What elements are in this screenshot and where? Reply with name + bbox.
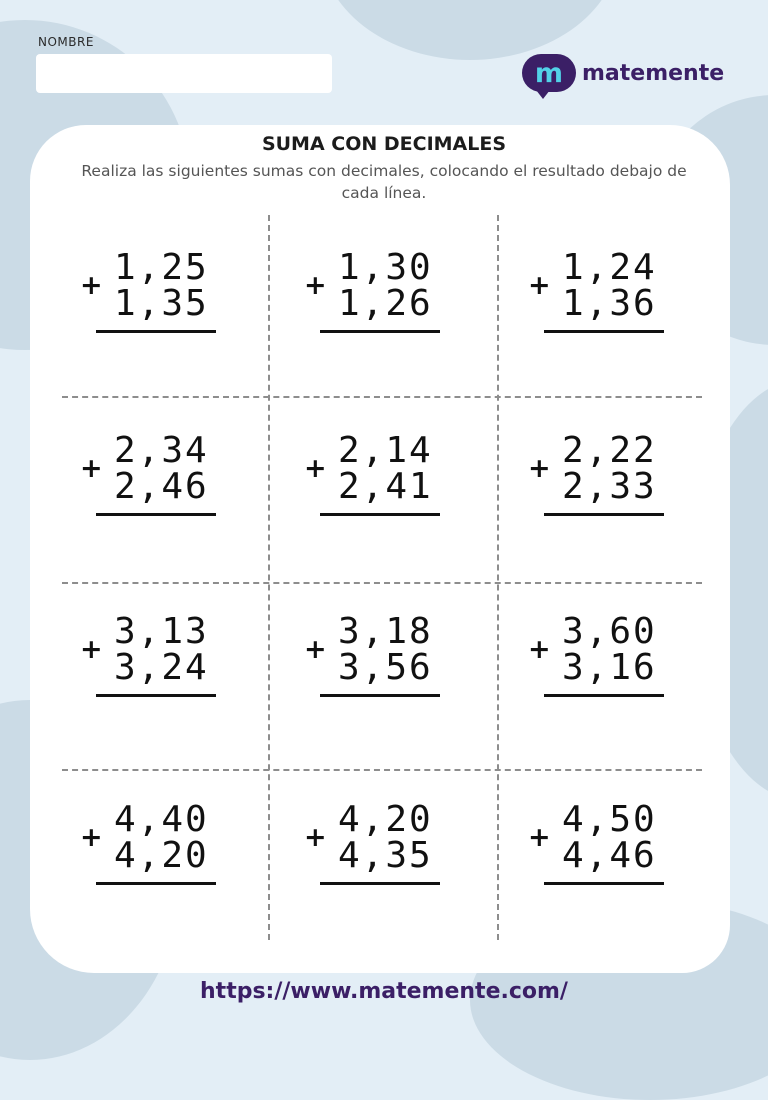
plus-sign: + bbox=[304, 822, 327, 853]
addend-top: 4,40 bbox=[114, 799, 209, 840]
addend-top: 2,34 bbox=[114, 430, 209, 471]
answer-line[interactable] bbox=[544, 694, 664, 697]
addition-problem bbox=[528, 247, 688, 340]
addend-top: 4,20 bbox=[338, 799, 433, 840]
plus-sign: + bbox=[528, 453, 551, 484]
plus-sign: + bbox=[528, 822, 551, 853]
addend-bottom: 2,33 bbox=[562, 466, 657, 507]
addend-top: 4,50 bbox=[562, 799, 657, 840]
worksheet-instructions: Realiza las siguientes sumas con decimales, colocando el resultado debajo de cada línea. bbox=[81, 162, 687, 202]
addition-problem bbox=[80, 430, 240, 523]
name-label: NOMBRE bbox=[38, 35, 94, 49]
addend-top: 1,30 bbox=[338, 247, 433, 288]
answer-line[interactable] bbox=[544, 330, 664, 333]
addend-bottom: 4,35 bbox=[338, 835, 433, 876]
answer-line[interactable] bbox=[96, 694, 216, 697]
name-field[interactable] bbox=[36, 54, 332, 93]
addition-problem bbox=[80, 799, 240, 892]
answer-line[interactable] bbox=[96, 513, 216, 516]
logo-speech-bubble-icon bbox=[522, 54, 576, 92]
addend-bottom: 4,20 bbox=[114, 835, 209, 876]
row-divider bbox=[62, 769, 702, 771]
addend-top: 1,25 bbox=[114, 247, 209, 288]
worksheet-title: SUMA CON DECIMALES bbox=[261, 133, 507, 155]
plus-sign: + bbox=[304, 634, 327, 665]
plus-sign: + bbox=[528, 270, 551, 301]
addition-problem bbox=[528, 430, 688, 523]
answer-line[interactable] bbox=[320, 694, 440, 697]
answer-line[interactable] bbox=[96, 882, 216, 885]
column-divider bbox=[497, 215, 499, 940]
addition-problem bbox=[304, 799, 464, 892]
addend-bottom: 1,35 bbox=[114, 283, 209, 324]
plus-sign: + bbox=[80, 270, 103, 301]
addend-bottom: 1,36 bbox=[562, 283, 657, 324]
addend-bottom: 2,46 bbox=[114, 466, 209, 507]
footer-url: https://www.matemente.com/ bbox=[200, 979, 568, 1004]
row-divider bbox=[62, 396, 702, 398]
addend-bottom: 4,46 bbox=[562, 835, 657, 876]
addend-bottom: 2,41 bbox=[338, 466, 433, 507]
addition-problem bbox=[304, 611, 464, 704]
addend-bottom: 3,16 bbox=[562, 647, 657, 688]
addition-problem bbox=[528, 611, 688, 704]
answer-line[interactable] bbox=[544, 513, 664, 516]
addend-top: 2,22 bbox=[562, 430, 657, 471]
answer-line[interactable] bbox=[320, 330, 440, 333]
answer-line[interactable] bbox=[544, 882, 664, 885]
plus-sign: + bbox=[304, 453, 327, 484]
addend-top: 3,60 bbox=[562, 611, 657, 652]
plus-sign: + bbox=[80, 634, 103, 665]
answer-line[interactable] bbox=[320, 513, 440, 516]
addend-top: 1,24 bbox=[562, 247, 657, 288]
addend-bottom: 3,56 bbox=[338, 647, 433, 688]
answer-line[interactable] bbox=[320, 882, 440, 885]
row-divider bbox=[62, 582, 702, 584]
addition-problem bbox=[304, 247, 464, 340]
plus-sign: + bbox=[304, 270, 327, 301]
matemente-logo bbox=[522, 50, 724, 96]
addition-problem bbox=[528, 799, 688, 892]
addition-problem bbox=[304, 430, 464, 523]
column-divider bbox=[268, 215, 270, 940]
answer-line[interactable] bbox=[96, 330, 216, 333]
addend-bottom: 1,26 bbox=[338, 283, 433, 324]
plus-sign: + bbox=[528, 634, 551, 665]
plus-sign: + bbox=[80, 822, 103, 853]
logo-letter: m bbox=[534, 57, 564, 89]
addend-bottom: 3,24 bbox=[114, 647, 209, 688]
addend-top: 3,18 bbox=[338, 611, 433, 652]
addition-problem bbox=[80, 611, 240, 704]
logo-text: matemente bbox=[582, 60, 725, 86]
addend-top: 3,13 bbox=[114, 611, 209, 652]
addition-problem bbox=[80, 247, 240, 340]
plus-sign: + bbox=[80, 453, 103, 484]
addend-top: 2,14 bbox=[338, 430, 433, 471]
